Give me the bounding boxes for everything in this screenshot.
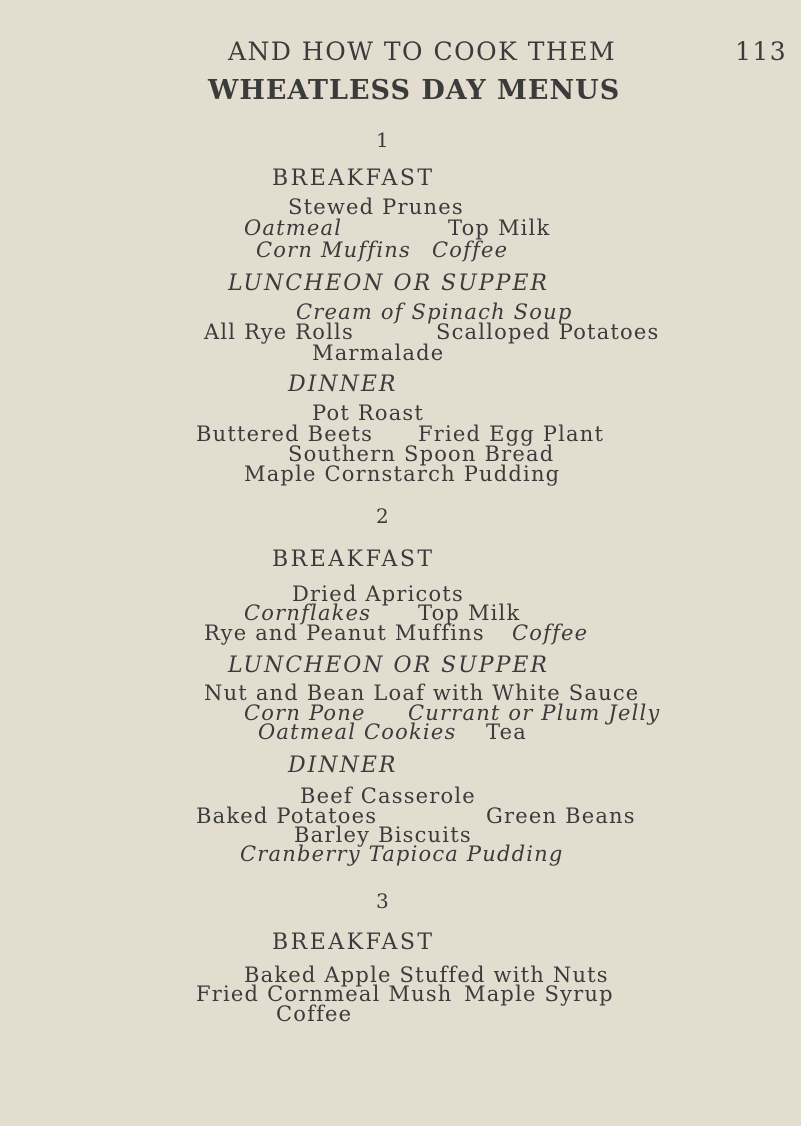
page-number: 113 (735, 37, 788, 66)
menu-item: Southern Spoon Bread (288, 442, 555, 466)
menu-item: Corn Muffins (256, 238, 411, 262)
menu-item: Green Beans (486, 804, 636, 828)
menu-item: Fried Cornmeal Mush (196, 982, 453, 1006)
luncheon-heading: LUNCHEON OR SUPPER (228, 653, 549, 678)
menu-item: Corn Pone (244, 701, 366, 725)
menu-number: 3 (376, 889, 389, 913)
menu-item: Top Milk (418, 601, 521, 625)
menu-number: 2 (376, 504, 389, 528)
menu-item: Marmalade (312, 341, 445, 365)
menu-item: Rye and Peanut Muffins (204, 621, 485, 645)
running-title: AND HOW TO COOK THEM (228, 37, 617, 66)
menu-item: Coffee (512, 621, 589, 645)
menu-item: All Rye Rolls (204, 320, 354, 344)
menu-item: Currant or Plum Jelly (408, 701, 661, 725)
menu-item: Top Milk (448, 216, 551, 240)
breakfast-heading: BREAKFAST (272, 547, 435, 572)
dinner-heading: DINNER (288, 753, 398, 778)
menu-item: Barley Biscuits (294, 823, 472, 847)
menu-item: Cornflakes (244, 601, 372, 625)
menu-item: Buttered Beets (196, 422, 374, 446)
breakfast-heading: BREAKFAST (272, 930, 435, 955)
menu-item: Dried Apricots (292, 582, 464, 606)
menu-item: Stewed Prunes (288, 195, 464, 219)
dinner-heading: DINNER (288, 372, 398, 397)
menu-item: Cranberry Tapioca Pudding (240, 842, 564, 866)
menu-item: Oatmeal Cookies (258, 720, 457, 744)
luncheon-heading: LUNCHEON OR SUPPER (228, 271, 549, 296)
menu-item: Maple Syrup (464, 982, 614, 1006)
menu-item: Coffee (276, 1002, 353, 1026)
menu-item: Oatmeal (244, 216, 343, 240)
menu-item: Coffee (432, 238, 509, 262)
page-title: WHEATLESS DAY MENUS (208, 75, 621, 106)
breakfast-heading: BREAKFAST (272, 166, 435, 191)
menu-item: Baked Potatoes (196, 804, 378, 828)
menu-item: Baked Apple Stuffed with Nuts (244, 963, 609, 987)
menu-item: Fried Egg Plant (418, 422, 605, 446)
menu-item: Pot Roast (312, 401, 425, 425)
menu-item: Tea (486, 720, 527, 744)
menu-item: Nut and Bean Loaf with White Sauce (204, 681, 640, 705)
menu-item: Maple Cornstarch Pudding (244, 462, 561, 486)
menu-number: 1 (376, 128, 389, 152)
menu-item: Scalloped Potatoes (436, 320, 660, 344)
menu-item: Cream of Spinach Soup (296, 300, 573, 324)
menu-item: Beef Casserole (300, 784, 476, 808)
